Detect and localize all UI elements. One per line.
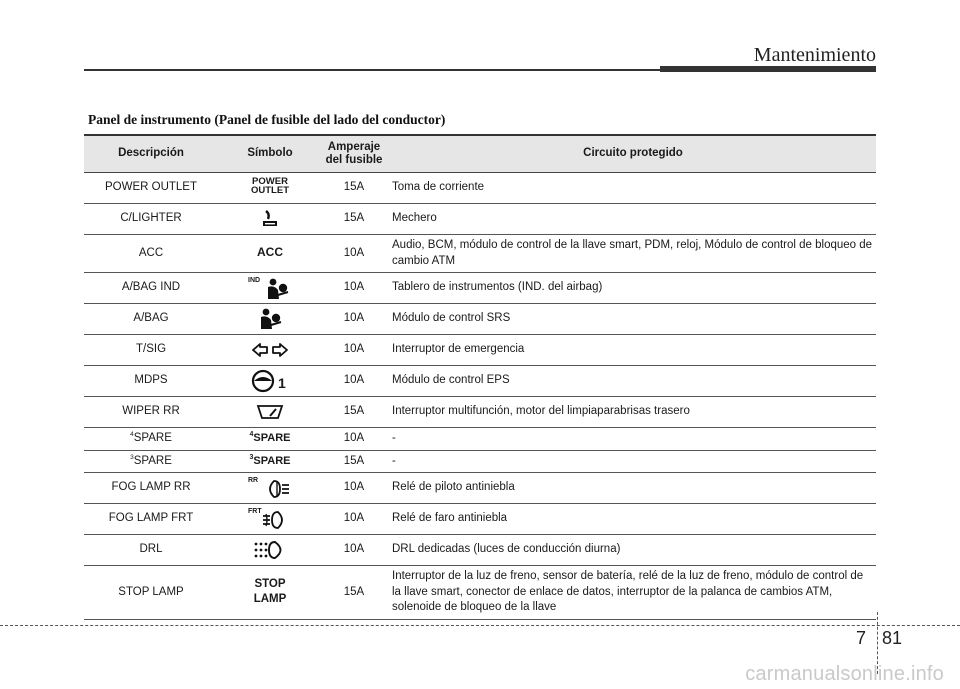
row-circuit: Audio, BCM, módulo de control de la llave smart, PDM, reloj, Módulo de control de bloqueo de cambio ATM — [386, 235, 876, 273]
power-outlet-symbol — [218, 173, 322, 204]
row-description: A/BAG — [84, 304, 218, 335]
drl-symbol — [218, 535, 322, 566]
page-number: 81 — [882, 628, 903, 648]
acc-label: ACC — [257, 244, 283, 259]
power-outlet-label: POWER OUTLET — [251, 175, 289, 197]
spare-symbol — [218, 428, 322, 451]
airbag-indicator-symbol — [218, 273, 322, 304]
row-circuit: Toma de corriente — [386, 173, 876, 204]
table-row — [84, 566, 876, 620]
spare-label: $^4$SPARE — [249, 431, 291, 445]
spare-symbol — [218, 450, 322, 473]
table-row — [84, 428, 876, 451]
table-header-row — [84, 135, 876, 173]
row-circuit: Relé de faro antiniebla — [386, 504, 876, 535]
table-row — [84, 366, 876, 397]
table-row — [84, 504, 876, 535]
row-amperage: 15A — [322, 450, 386, 473]
row-circuit: Interruptor de la luz de freno, sensor de batería, relé de la luz de freno, módulo de control de la llave smart, conector de enlace de datos, interruptor de la palanca de cambios ATM, solenoide de bloqueo de la llave — [386, 566, 876, 620]
header-rule — [84, 69, 662, 71]
section-title: Panel de instrumento (Panel de fusible del lado del conductor) — [88, 112, 446, 127]
row-description: POWER OUTLET — [84, 173, 218, 204]
row-amperage: 10A — [322, 366, 386, 397]
row-description: T/SIG — [84, 335, 218, 366]
spare-superscript: 4 — [130, 431, 134, 439]
turn-signal-icon — [251, 342, 289, 358]
footer-rule — [0, 625, 960, 626]
row-circuit: Interruptor de emergencia — [386, 335, 876, 366]
front-fog-lamp-symbol — [218, 504, 322, 535]
row-amperage: 10A — [322, 273, 386, 304]
fog-rr-label: RR — [248, 477, 259, 485]
airbag-icon — [257, 308, 283, 330]
row-circuit: Tablero de instrumentos (IND. del airbag) — [386, 273, 876, 304]
table-row — [84, 304, 876, 335]
steering-wheel-symbol — [218, 366, 322, 397]
table-row — [84, 235, 876, 273]
header-rule-accent — [660, 66, 876, 72]
row-description: FOG LAMP RR — [84, 473, 218, 504]
acc-symbol — [218, 235, 322, 273]
table-row — [84, 473, 876, 504]
table-row — [84, 335, 876, 366]
rear-fog-lamp-symbol — [218, 473, 322, 504]
rear-fog-lamp-icon — [262, 479, 290, 499]
row-description-text: SPARE — [133, 432, 172, 445]
row-description: WIPER RR — [84, 397, 218, 428]
row-amperage: 15A — [322, 566, 386, 620]
airbag-symbol — [218, 304, 322, 335]
table-row — [84, 204, 876, 235]
row-amperage: 10A — [322, 473, 386, 504]
row-amperage: 10A — [322, 335, 386, 366]
row-amperage: 10A — [322, 535, 386, 566]
row-amperage: 10A — [322, 428, 386, 451]
row-description-text: SPARE — [133, 454, 172, 467]
table-row — [84, 397, 876, 428]
cigarette-lighter-icon — [258, 208, 282, 230]
row-description: DRL — [84, 535, 218, 566]
row-circuit: Módulo de control EPS — [386, 366, 876, 397]
header-descripcion: Descripción — [84, 135, 218, 173]
row-amperage: 15A — [322, 397, 386, 428]
spare-label: $^3$SPARE — [249, 453, 291, 467]
row-description: A/BAG IND — [84, 273, 218, 304]
table-row — [84, 173, 876, 204]
row-circuit: DRL dedicadas (luces de conducción diurna) — [386, 535, 876, 566]
turn-signal-symbol — [218, 335, 322, 366]
row-circuit: - — [386, 450, 876, 473]
row-description: STOP LAMP — [84, 566, 218, 620]
cigarette-lighter-symbol — [218, 204, 322, 235]
rear-wiper-symbol — [218, 397, 322, 428]
watermark: carmanualsonline.info — [745, 663, 944, 685]
chapter-number: 7 — [856, 628, 867, 648]
stop-lamp-symbol — [218, 566, 322, 620]
row-circuit: Módulo de control SRS — [386, 304, 876, 335]
stop-lamp-label: STOP LAMP — [253, 578, 287, 606]
drl-icon — [253, 539, 287, 561]
row-amperage: 10A — [322, 304, 386, 335]
mdps-number-label: 1 — [278, 375, 286, 392]
row-description: FOG LAMP FRT — [84, 504, 218, 535]
table-row — [84, 450, 876, 473]
table-row — [84, 535, 876, 566]
row-amperage: 15A — [322, 204, 386, 235]
fog-frt-label: FRT — [248, 508, 262, 516]
steering-wheel-icon — [250, 369, 276, 393]
airbag-ind-label: IND — [248, 277, 261, 285]
chapter-title: Mantenimiento — [753, 44, 876, 66]
airbag-indicator-icon — [264, 278, 290, 300]
front-fog-lamp-icon — [262, 510, 290, 530]
header-simbolo: Símbolo — [218, 135, 322, 173]
row-amperage: 10A — [322, 235, 386, 273]
row-amperage: 10A — [322, 504, 386, 535]
row-description — [84, 428, 218, 451]
rear-wiper-icon — [256, 402, 284, 422]
row-amperage: 15A — [322, 173, 386, 204]
header-circuito: Circuito protegido — [386, 135, 876, 173]
spare-superscript: 3 — [130, 453, 134, 461]
row-circuit: Relé de piloto antiniebla — [386, 473, 876, 504]
row-description — [84, 450, 218, 473]
row-circuit: Mechero — [386, 204, 876, 235]
row-description: ACC — [84, 235, 218, 273]
row-circuit: - — [386, 428, 876, 451]
row-description: C/LIGHTER — [84, 204, 218, 235]
row-circuit: Interruptor multifunción, motor del limpiaparabrisas trasero — [386, 397, 876, 428]
row-description: MDPS — [84, 366, 218, 397]
fuse-table — [84, 134, 876, 620]
table-row — [84, 273, 876, 304]
header-amperaje: Amperaje del fusible — [322, 135, 386, 173]
